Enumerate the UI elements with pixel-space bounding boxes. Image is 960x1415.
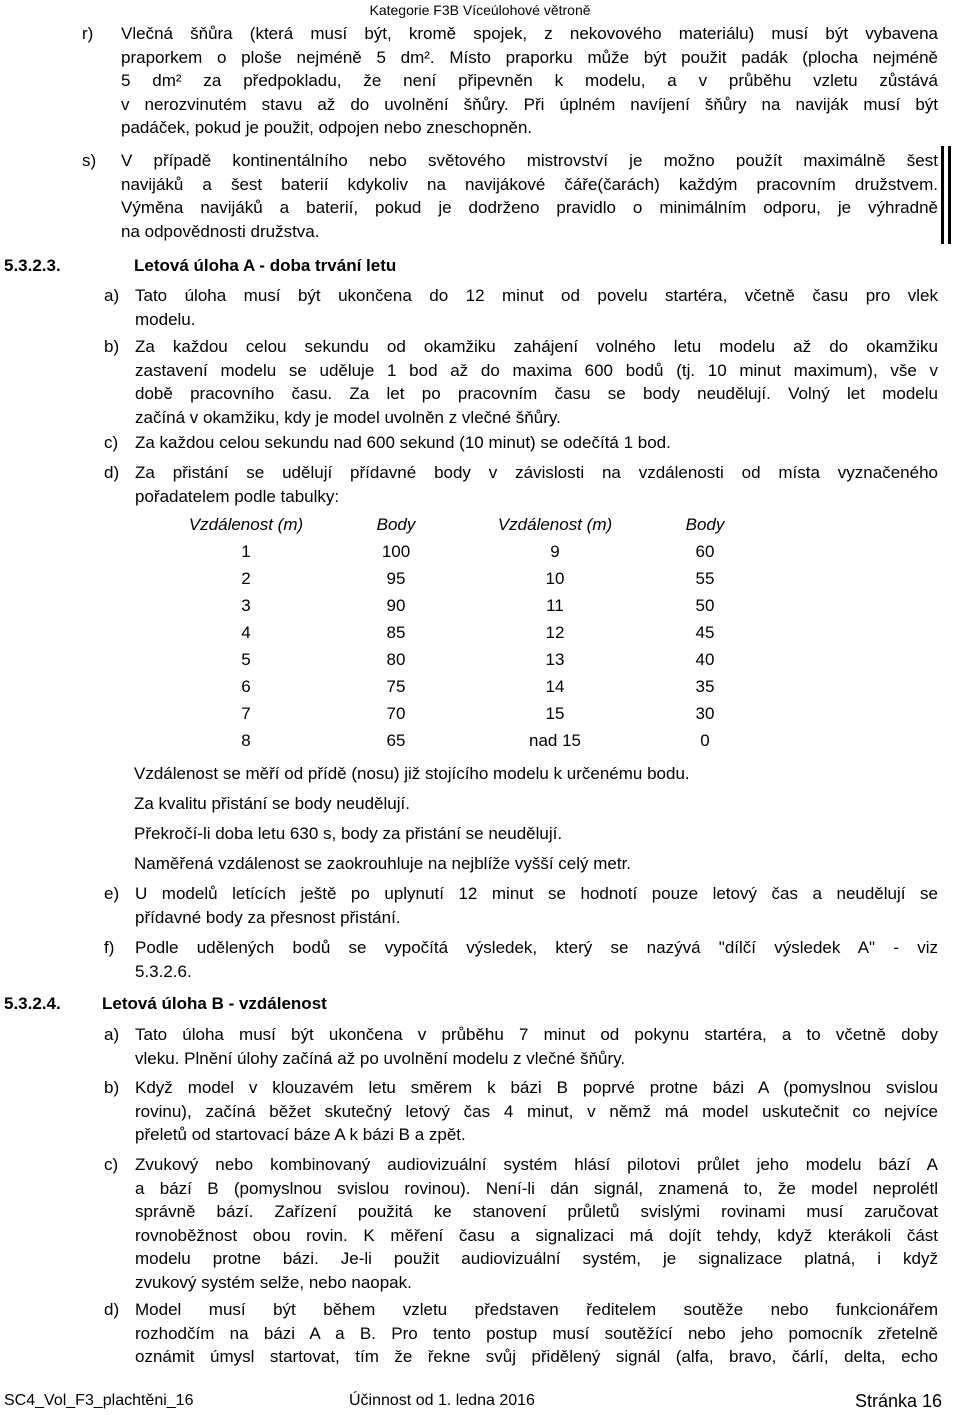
table-row [160,619,760,646]
table-cell: 15 [545,703,565,723]
text-line: Za každou celou sekundu od okamžiku zahájení volného letu modelu až do okamžiku [135,337,938,356]
item-label: a) [104,1025,120,1044]
table-cell: 8 [241,730,251,750]
footer-page-number: Stránka 16 [854,1391,942,1411]
table-cell: 55 [695,568,715,588]
item-label: c) [104,433,119,452]
table-header-row [160,512,760,538]
text-line: padáček, pokud je použit, odpojen nebo zneschopněn. [121,118,533,137]
text-line: Za každou celou sekundu nad 600 sekund (10 minut) se odečítá 1 bod. [135,433,671,452]
section-title: Letová úloha A - doba trvání letu [134,256,397,275]
text-line: Model musí být během vzletu představen ředitelem soutěže nebo funkcionářem [135,1300,938,1319]
text-line: rovinu), začíná běžet skutečný letový čas 4 minut, v němž má model uskutečnit co nejvíce [135,1101,938,1121]
text-line: přeletů od startovací báze A k bázi B a zpět. [135,1125,466,1144]
text-line: zastavení modelu se uděluje 1 bod až do maxima 600 bodů (tj. 10 minut maximum), vše v [135,360,938,380]
table-cell: 14 [545,676,565,696]
table-row [160,727,760,754]
table-cell: 50 [695,595,715,615]
table-cell: 10 [545,568,565,588]
text-line: Podle udělených bodů se vypočítá výsledek, který se nazývá "dílčí výsledek A" - viz [135,938,938,957]
text-line: Zvukový nebo kombinovaný audiovizuální systém hlásí pilotovi průlet jeho modelu bází A [135,1155,938,1174]
text-line: oznámit úmysl startovat, tím že řekne svůj přidělený signál (alfa, bravo, čárlí, delta, echo [135,1347,938,1366]
table-row [160,565,760,592]
column-header: Vzdálenost (m) [497,515,613,534]
text-line: Když model v klouzavém letu směrem k bázi B poprvé protne bázi A (pomyslnou svislou [135,1078,938,1097]
item-label: d) [104,463,120,482]
table-cell: 1 [241,541,251,561]
item-label: f) [104,938,115,957]
text-line: U modelů letících ještě po uplynutí 12 minut se hodnotí pouze letový čas a neudělují se [135,884,938,903]
table-cell: 6 [241,676,251,696]
table-note: Vzdálenost se měří od přídě (nosu) již stojícího modelu k určenému bodu. [134,764,690,783]
table-cell: nad 15 [529,730,581,750]
change-bar [941,146,951,244]
table-cell: 13 [545,649,565,669]
table-cell: 90 [386,595,406,615]
table-cell: 2 [241,568,251,588]
table-row [160,673,760,700]
text-line: pořadatelem podle tabulky: [135,486,340,506]
page-header: Kategorie F3B Víceúlohové větroně [369,2,591,18]
section-number: 5.3.2.3. [4,256,61,275]
table-row [160,538,760,565]
table-cell: 75 [386,676,406,696]
table-cell: 5 [241,649,251,669]
table-cell: 65 [386,730,406,750]
text-line: praporkem o ploše nejméně 5 dm². Místo praporku může být použit padák (plocha nejméně [121,47,938,67]
section-title: Letová úloha B - vzdálenost [102,994,327,1013]
table-cell: 30 [695,703,715,723]
table-cell: 40 [695,649,715,669]
section-number: 5.3.2.4. [4,994,61,1013]
text-line: vleku. Plnění úlohy začíná až po uvolnění modelu z vlečné šňůry. [135,1048,626,1068]
column-header: Vzdálenost (m) [188,515,304,534]
text-line: zvukový systém selže, nebo naopak. [135,1272,412,1292]
item-label: e) [104,884,120,903]
table-row [160,700,760,727]
text-line: na odpovědnosti družstva. [121,221,320,241]
table-cell: 70 [386,703,406,723]
table-note: Za kvalitu přistání se body neudělují. [134,794,410,813]
text-line: v nerozvinutém stavu až do uvolnění šňůry. Při úplném navíjení šňůry na naviják musí být [121,94,938,114]
text-line: rovnoběžnost obou rovin. K měření času a signalizaci má dojít tehdy, když kterákoli část [135,1225,938,1245]
text-line: a bází B (pomyslnou svislou rovinou). Není-li dán signál, znamená to, že model neprolétl [135,1178,938,1198]
text-line: správně bází. Zařízení použitá ke stanovení průletů svislými rovinami musí zaručovat [135,1202,938,1221]
table-cell: 3 [241,595,251,615]
text-line: navijáků a šest baterií kdykoliv na navijákové čáře(čarách) každým pracovním družstvem. [121,174,938,194]
table-cell: 45 [695,622,715,642]
text-line: rozhodčím na bázi A a B. Pro tento postup musí soutěžící nebo jeho pomocník zřetelně [135,1323,938,1343]
table-cell: 100 [381,541,411,561]
item-label: c) [104,1155,119,1174]
table-cell: 60 [695,541,715,561]
table-cell: 12 [545,622,565,642]
table-cell: 95 [386,568,406,588]
text-line: Za přistání se udělují přídavné body v závislosti na vzdálenosti od místa vyznačeného [135,463,938,482]
table-cell: 80 [386,649,406,669]
text-line: začíná v okamžiku, kdy je model uvolněn z vlečné šňůry. [135,407,561,427]
text-line: Výměna navijáků a baterií, pokud je dodrženo pravidlo o minimálním odporu, je výhradně [121,198,938,217]
text-line: Tato úloha musí být ukončena do 12 minut od povelu startéra, včetně času pro vlek [135,286,938,305]
item-label: b) [104,1078,120,1097]
table-cell: 7 [241,703,251,723]
text-line: 5 dm² za předpokladu, že není připevněn k modelu, a v průběhu vzletu zůstává [121,71,938,90]
table-row [160,592,760,619]
table-cell: 35 [695,676,715,696]
table-cell: 4 [241,622,251,642]
text-line: Vlečná šňůra (která musí být, kromě spojek, z nekovového materiálu) musí být vybavena [121,24,938,43]
footer-doc-id: SC4_Vol_F3_plachtěni_16 [4,1392,194,1409]
item-label: s) [82,151,97,170]
item-label: a) [104,286,120,305]
text-line: modelu. [135,309,196,329]
text-line: V případě kontinentálního nebo světového mistrovství je možno použít maximálně šest [121,151,938,170]
table-cell: 85 [386,622,406,642]
item-label: b) [104,337,120,356]
text-line: přídavné body za přesnost přistání. [135,907,401,927]
column-header: Body [376,515,416,534]
table-cell: 0 [700,730,710,750]
text-line: Tato úloha musí být ukončena v průběhu 7 minut od pokynu startéra, a to včetně doby [135,1025,938,1044]
table-cell: 11 [546,595,564,615]
text-line: modelu protne bázi. Je-li použit audiovizuální systém, je signalizace platná, i když [135,1249,938,1268]
item-label: r) [82,24,94,43]
footer-effective-date: Účinnost od 1. ledna 2016 [349,1392,535,1409]
table-row [160,646,760,673]
item-label: d) [104,1300,120,1319]
text-line: době pracovního času. Za let po pracovním času se body neudělují. Volný let modelu [135,384,938,403]
column-header: Body [685,515,725,534]
table-note: Naměřená vzdálenost se zaokrouhluje na nejblíže vyšší celý metr. [134,854,632,873]
table-cell: 9 [550,541,560,561]
table-note: Překročí-li doba letu 630 s, body za přistání se neudělují. [134,824,563,843]
landing-points-table [160,512,760,754]
text-line: 5.3.2.6. [135,961,192,981]
